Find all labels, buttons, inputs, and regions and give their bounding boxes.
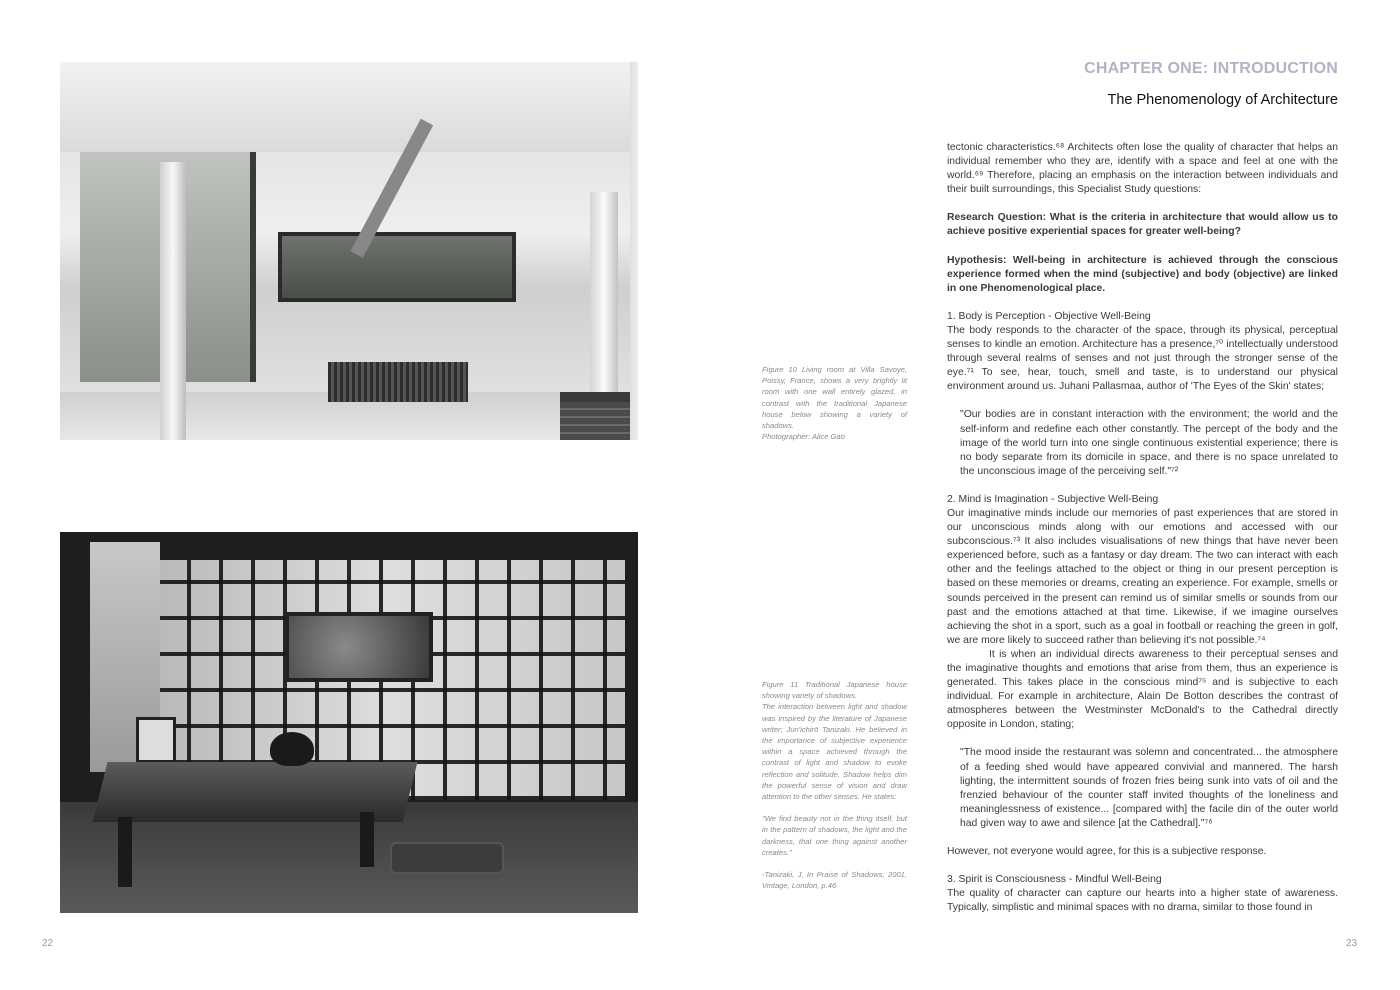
paragraph: However, not everyone would agree, for this is a subjective response. [947,846,1267,858]
caption-spacer [762,802,907,813]
paragraph: The body responds to the character of the space, through its physical, perceptual senses to kindle an emotion. Architecture has a presence,⁷⁰ intellectually understood through several realms of senses and not just through the stronger sense of the eye.⁷¹ To see, hear, touch, smell and taste, is to understand our physical environment around us. Juhani Pallasmaa, author of 'The Eyes of the Skin' states; [947,324,1338,393]
paragraph: Our imaginative minds include our memories of past experiences that are stored in our unconscious minds along with our emotions and accessed with our subconscious.⁷³ It also includes visualisations of new things that have never been experienced before, such as a fantasy or day dream. The two can interact with each other and the feelings attached to the object or thing in our present perception is based on these memories or dreams, creating an experience. For example, smells or sounds perceived in the present can remind us of similar smells or sounds from our past and the emotions attached at that time. Likewise, if we imagine ourselves achieving the shot in a sport, such as a goal in football or reaching the green in golf, we are more likely to succeed rather than believing it's not possible.⁷⁴ [947,507,1338,646]
figure-10-caption [762,364,907,442]
quote-pallasmaa: "Our bodies are in constant interaction with the environment; the world and the self-inform and redefine each other constantly. The percept of the body and the image of the world turn into one single continuous existential experience; there is no body separate from its domicile in space, and there is no space unrelated to the unconscious image of the perceiving self."⁷² [960,409,1338,477]
quote-de-botton: "The mood inside the restaurant was solemn and concentrated... the atmosphere of a feeding shed would have appeared convivial and mannered. The harsh lighting, the intermittent sounds of frozen fries being sunk into vats of oil and the frenzied behaviour of the counter staff invited thoughts of the loneliness and meaninglessness of existence... [compared with] the facile din of the outer world had given way to awe and silence [at the Cathedral]."⁷⁶ [960,747,1338,829]
caption-line: "We find beauty not in the thing itself, but in the pattern of shadows, the light and the darkness, that one thing against another creates." [762,814,907,857]
item-1-heading: 1. Body is Perception - Objective Well-Being [947,310,1151,322]
figure-11-photo [60,532,638,913]
caption-line: Figure 10 Living room at Villa Savoye, Poissy, France, shows a very brightly lit room with one wall entirely glazed, in contrast with the traditional Japanese house below showing a variety of shadows. [762,365,907,431]
caption-line: Photographer: Alice Gao [762,432,845,442]
item-2-heading: 2. Mind is Imagination - Subjective Well-Being [947,493,1159,505]
item-3-heading: 3. Spirit is Consciousness - Mindful Well-Being [947,874,1162,886]
page-number-left: 22 [42,938,54,949]
paragraph: tectonic characteristics.⁶⁸ Architects often lose the quality of character that helps an individual remember who they are, identify with a space and feel at one with the world.⁶⁹ Therefore, placing an emphasis on the interaction between individuals and their built surroundings, this Specialist Study questions: [947,142,1338,196]
caption-line: Figure 11 Traditional Japanese house showing variety of shadows. [762,680,907,701]
section-title: The Phenomenology of Architecture [1107,92,1338,108]
figure-11-caption [762,679,907,891]
paragraph: It is when an individual directs awareness to their perceptual senses and the imaginative thoughts and emotions that arise from them, thus an experience is generated. This takes place in the conscious mind⁷⁵ and is subjective to each individual. For example in architecture, Alain De Botton describes the contrast of atmospheres between the Westminster McDonald's to the Cathedral directly opposite in London, stating; [947,648,1338,731]
caption-line: -Tanizaki, J, In Praise of Shadows, 2001, Vintage, London, p.46 [762,870,907,891]
figure-10-photo [60,62,638,440]
caption-spacer [762,858,907,869]
body-text [947,141,1338,915]
caption-line: The interaction between light and shadow was inspired by the literature of Japanese writer; Jun'ichirō Tanizaki. He believed in the importance of subjective experience within a space achieved through the contrast of light and shadow to evoke reflection and solitude. Shadow helps dim the powerful sense of vision and draw attention to the other senses. He states: [762,702,907,802]
paragraph: The quality of character can capture our hearts into a higher state of awareness. Typically, simplistic and minimal spaces with no drama, similar to those found in [947,888,1338,914]
chapter-title: CHAPTER ONE: INTRODUCTION [1084,60,1338,77]
page-number-right: 23 [1346,938,1358,949]
hypothesis: Hypothesis: Well-being in architecture is achieved through the conscious experience formed when the mind (subjective) and body (objective) are linked in one Phenomenological place. [947,254,1338,294]
research-question: Research Question: What is the criteria in architecture that would allow us to achieve positive experiential spaces for greater well-being? [947,212,1338,238]
